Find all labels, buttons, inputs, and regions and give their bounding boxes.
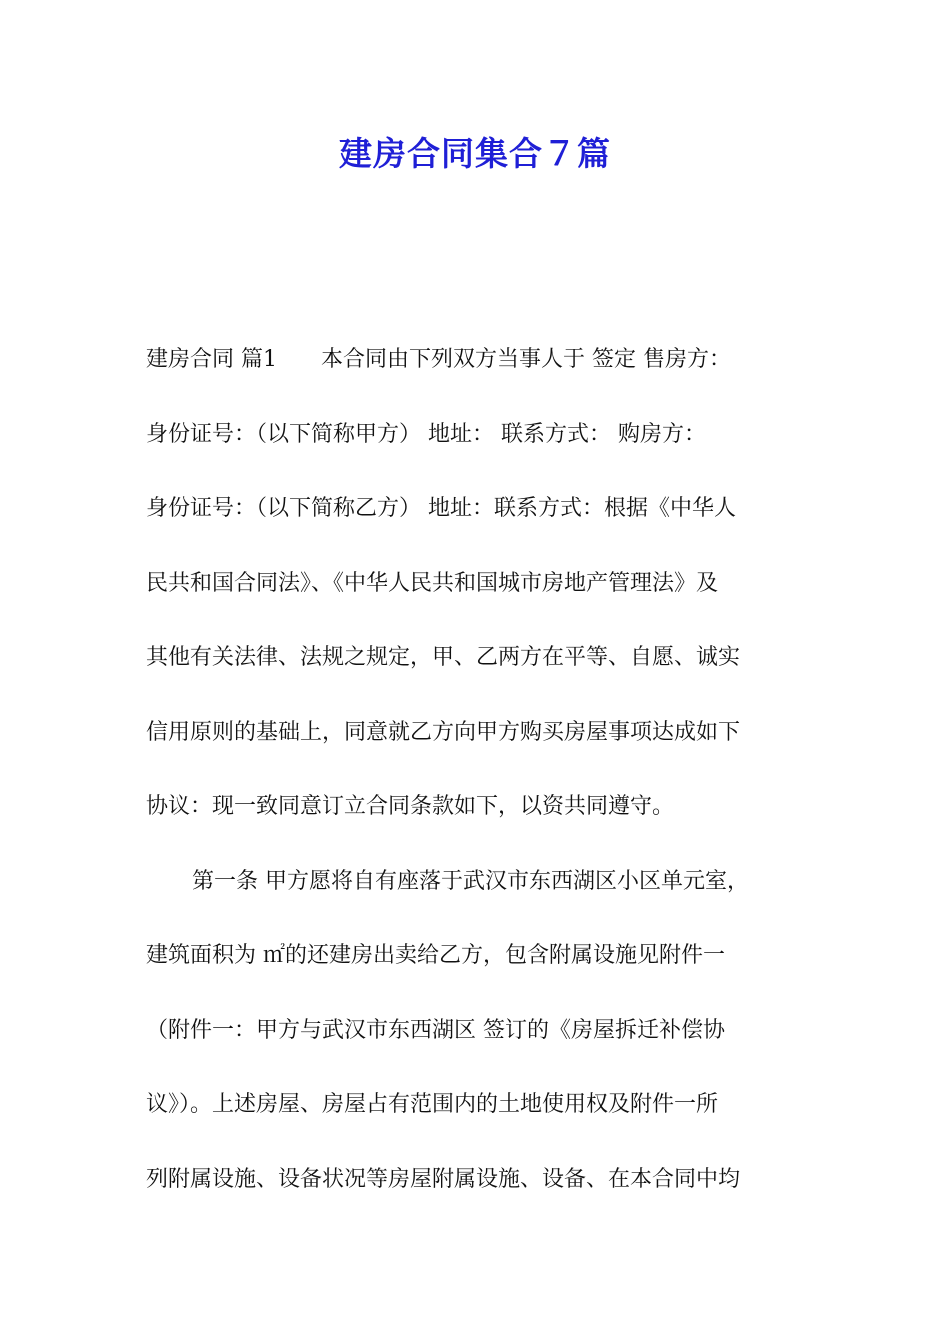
- paragraph-line: （附件一：甲方与武汉市东西湖区 签订的《房屋拆迁补偿协: [146, 1017, 725, 1043]
- document-body: [146, 338, 826, 1232]
- paragraph-line: 议》）。上述房屋、房屋占有范围内的土地使用权及附件一所: [146, 1092, 719, 1117]
- paragraph-line: 民共和国合同法》、《中华人民共和国城市房地产管理法》及: [146, 570, 719, 596]
- paragraph-line: 其他有关法律、法规之规定，甲、乙两方在平等、自愿、诚实: [146, 645, 741, 670]
- paragraph-line: 建房合同 篇1 本合同由下列双方当事人于 签定 售房方：: [146, 347, 731, 372]
- paragraph-line: 第一条 甲方愿将自有座落于武汉市东西湖区小区单元室，: [192, 868, 749, 894]
- document-title: 建房合同集合７篇: [339, 134, 611, 173]
- paragraph-line: 建筑面积为 ㎡的还建房出卖给乙方，包含附属设施见附件一: [146, 943, 725, 968]
- paragraph-line: 身份证号：（以下简称甲方） 地址： 联系方式： 购房方：: [146, 421, 706, 447]
- paragraph-line: 协议：现一致同意订立合同条款如下，以资共同遵守。: [146, 794, 675, 819]
- paragraph-line: 信用原则的基础上，同意就乙方向甲方购买房屋事项达成如下: [146, 719, 741, 745]
- paragraph-line: 身份证号：（以下简称乙方） 地址：联系方式：根据《中华人: [146, 496, 736, 521]
- paragraph-line: 列附属设施、设备状况等房屋附属设施、设备、在本合同中均: [146, 1166, 741, 1192]
